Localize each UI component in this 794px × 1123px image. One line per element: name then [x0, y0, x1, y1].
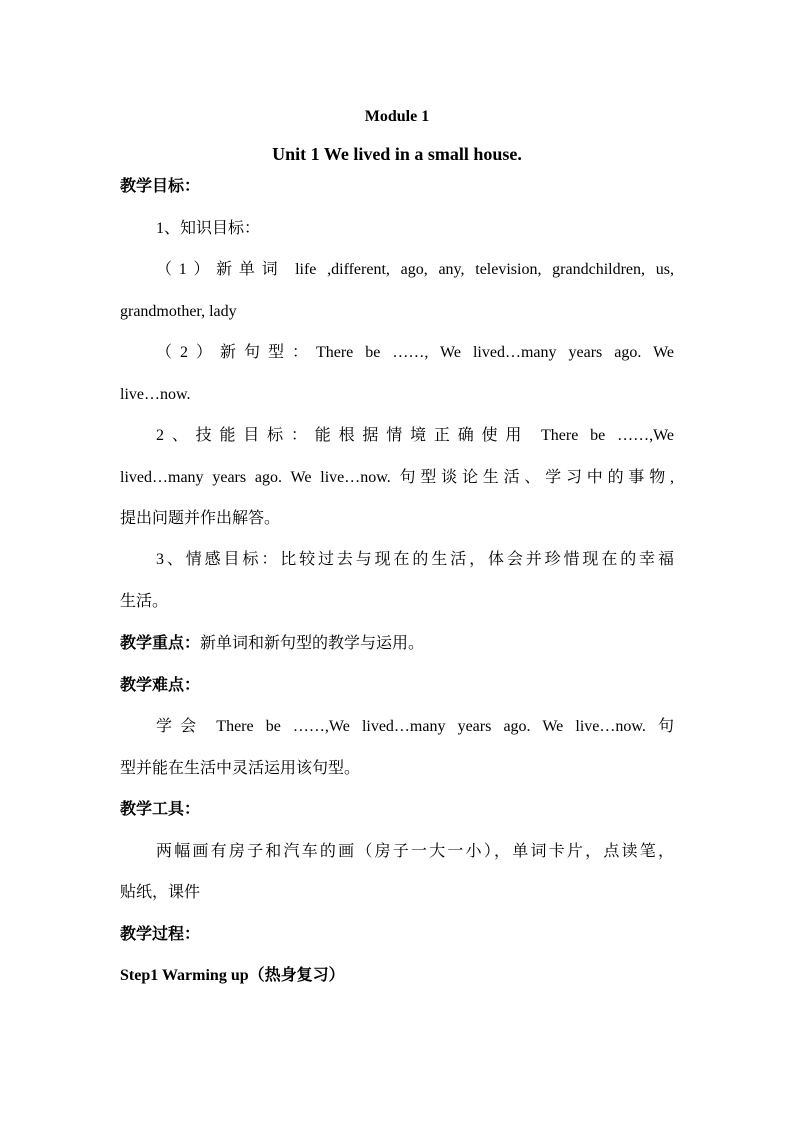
new-words-line-1: （1）新单词 life ,different, ago, any, television, grandchildren, us, [156, 261, 674, 278]
tools-line-2: 贴纸，课件 [120, 884, 201, 901]
tools-heading: 教学工具： [120, 801, 201, 818]
unit-title: Unit 1 We lived in a small house. [272, 144, 522, 164]
skills-goal-line-2: lived…many years ago. We live…now. 句型谈论生活、学习中的事物, [120, 469, 674, 486]
skills-goal-line-3: 提出问题并作出解答。 [120, 510, 281, 527]
emotion-goal-line-1: 3、情感目标：比较过去与现在的生活，体会并珍惜现在的幸福 [156, 551, 674, 568]
difficulties-heading: 教学难点： [120, 677, 201, 694]
goals-heading: 教学目标： [120, 178, 201, 195]
knowledge-goal-heading: 1、知识目标： [156, 220, 261, 237]
new-sentences-line-2: live…now. [120, 386, 191, 403]
step1-heading: Step1 Warming up（热身复习） [120, 967, 345, 984]
difficulties-line-1: 学会 There be ……,We lived…many years ago. We live…now. 句 [156, 718, 674, 735]
key-points-label: 教学重点： [120, 635, 201, 652]
process-heading: 教学过程： [120, 926, 201, 943]
difficulties-line-2: 型并能在生活中灵活运用该句型。 [120, 760, 361, 777]
emotion-goal-line-2: 生活。 [120, 593, 169, 610]
new-words-line-2: grandmother, lady [120, 303, 237, 320]
module-title: Module 1 [364, 108, 430, 125]
key-points-text: 新单词和新句型的教学与运用。 [200, 635, 425, 652]
new-sentences-line-1: （2）新句型：There be ……, We lived…many years ago. We [156, 344, 674, 361]
tools-line-1: 两幅画有房子和汽车的画（房子一大一小），单词卡片，点读笔， [156, 843, 674, 860]
skills-goal-line-1: 2、技能目标：能根据情境正确使用 There be ……,We [156, 427, 674, 444]
key-points-line [120, 634, 674, 654]
